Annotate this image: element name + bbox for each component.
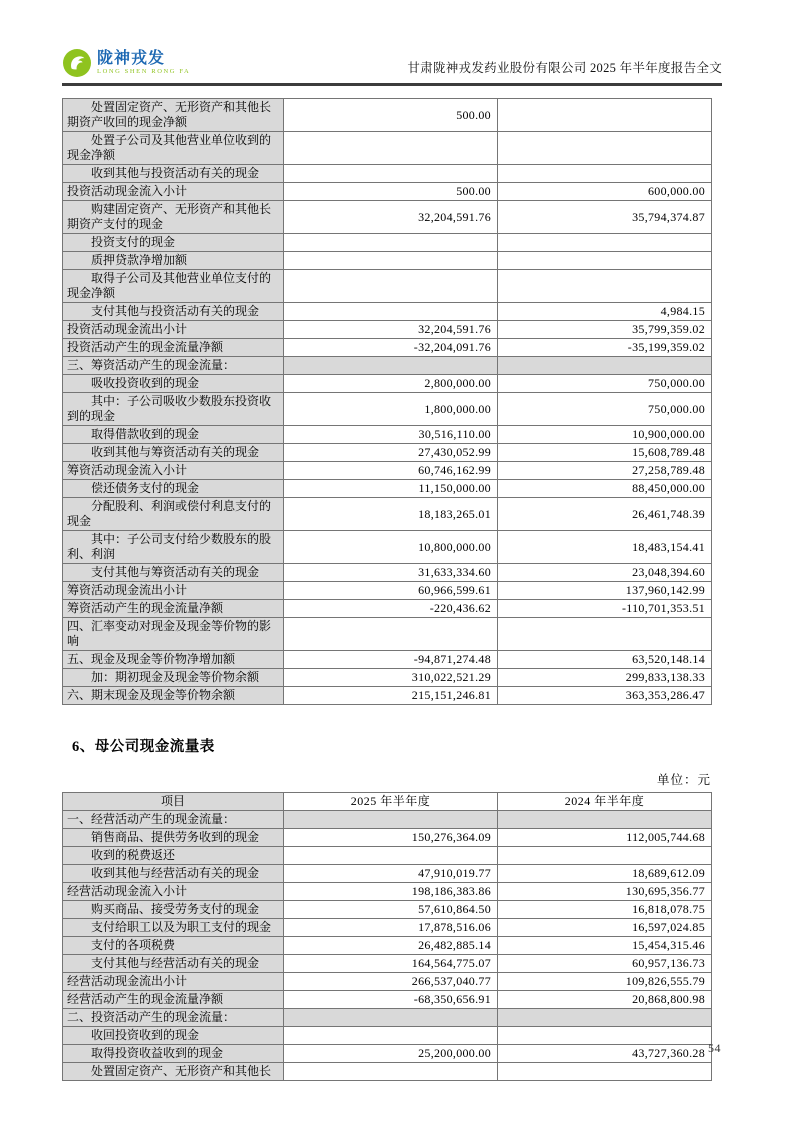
page-number: 54 xyxy=(708,1041,721,1055)
row-label: 收到其他与经营活动有关的现金 xyxy=(63,865,284,883)
row-value-2024: 112,005,744.68 xyxy=(498,829,712,847)
row-label: 六、期末现金及现金等价物余额 xyxy=(63,687,284,705)
row-value-2024: 26,461,748.39 xyxy=(498,498,712,531)
table-row xyxy=(63,270,712,303)
row-value-2025: 18,183,265.01 xyxy=(284,498,498,531)
row-value-2024: 137,960,142.99 xyxy=(498,582,712,600)
table-row xyxy=(63,865,712,883)
row-label: 投资支付的现金 xyxy=(63,234,284,252)
row-label: 投资活动产生的现金流量净额 xyxy=(63,339,284,357)
page-header xyxy=(62,48,722,86)
table-row xyxy=(63,393,712,426)
row-value-2025: 27,430,052.99 xyxy=(284,444,498,462)
table-row xyxy=(63,252,712,270)
row-label: 处置固定资产、无形资产和其他长 xyxy=(63,1063,284,1081)
row-value-2025: 310,022,521.29 xyxy=(284,669,498,687)
table-row xyxy=(63,937,712,955)
table-row xyxy=(63,201,712,234)
row-value-2025 xyxy=(284,847,498,865)
row-value-2025: 2,800,000.00 xyxy=(284,375,498,393)
col-header-2024: 2024 年半年度 xyxy=(498,793,712,811)
col-header-2025: 2025 年半年度 xyxy=(284,793,498,811)
row-value-2025: 500.00 xyxy=(284,183,498,201)
table-row xyxy=(63,991,712,1009)
parent-company-cash-flow-table xyxy=(62,792,712,1081)
row-value-2024: 35,799,359.02 xyxy=(498,321,712,339)
row-value-2025: -32,204,091.76 xyxy=(284,339,498,357)
col-header-item: 项目 xyxy=(63,793,284,811)
table-row xyxy=(63,531,712,564)
section-heading: 6、母公司现金流量表 xyxy=(72,739,215,755)
table-row xyxy=(63,651,712,669)
row-label: 支付其他与投资活动有关的现金 xyxy=(63,303,284,321)
row-value-2024: 16,818,078.75 xyxy=(498,901,712,919)
row-label: 一、经营活动产生的现金流量： xyxy=(63,811,284,829)
table-row xyxy=(63,99,712,132)
row-value-2025 xyxy=(284,357,498,375)
row-value-2025: 57,610,864.50 xyxy=(284,901,498,919)
row-value-2024 xyxy=(498,165,712,183)
table-row xyxy=(63,564,712,582)
row-value-2024 xyxy=(498,132,712,165)
row-value-2024: 363,353,286.47 xyxy=(498,687,712,705)
table-row xyxy=(63,1045,712,1063)
row-value-2025: 10,800,000.00 xyxy=(284,531,498,564)
row-value-2025 xyxy=(284,303,498,321)
row-value-2025: 60,746,162.99 xyxy=(284,462,498,480)
row-label: 分配股利、利润或偿付利息支付的现金 xyxy=(63,498,284,531)
row-value-2025: 164,564,775.07 xyxy=(284,955,498,973)
row-value-2025 xyxy=(284,234,498,252)
row-label: 加：期初现金及现金等价物余额 xyxy=(63,669,284,687)
row-value-2024: 23,048,394.60 xyxy=(498,564,712,582)
table-row xyxy=(63,618,712,651)
row-value-2025: 1,800,000.00 xyxy=(284,393,498,426)
section-row xyxy=(63,811,712,829)
row-value-2025 xyxy=(284,165,498,183)
row-value-2025: 150,276,364.09 xyxy=(284,829,498,847)
row-label: 筹资活动产生的现金流量净额 xyxy=(63,600,284,618)
table-row xyxy=(63,829,712,847)
row-label: 收到其他与筹资活动有关的现金 xyxy=(63,444,284,462)
row-label: 其中：子公司支付给少数股东的股利、利润 xyxy=(63,531,284,564)
row-value-2024: 43,727,360.28 xyxy=(498,1045,712,1063)
row-value-2025: 31,633,334.60 xyxy=(284,564,498,582)
row-label: 经营活动产生的现金流量净额 xyxy=(63,991,284,1009)
table-header-row xyxy=(63,793,712,811)
row-value-2025: 60,966,599.61 xyxy=(284,582,498,600)
row-label: 投资活动现金流出小计 xyxy=(63,321,284,339)
row-value-2025 xyxy=(284,1063,498,1081)
table-row xyxy=(63,321,712,339)
row-label: 取得子公司及其他营业单位支付的现金净额 xyxy=(63,270,284,303)
row-label: 购买商品、接受劳务支付的现金 xyxy=(63,901,284,919)
row-value-2024 xyxy=(498,618,712,651)
table-row xyxy=(63,183,712,201)
logo-icon xyxy=(62,48,92,78)
table-row xyxy=(63,901,712,919)
table-row xyxy=(63,339,712,357)
row-value-2024: -110,701,353.51 xyxy=(498,600,712,618)
cash-flow-table-continued xyxy=(62,98,712,705)
table-row xyxy=(63,303,712,321)
row-value-2024 xyxy=(498,811,712,829)
table-row xyxy=(63,973,712,991)
section-row xyxy=(63,1009,712,1027)
brand-text xyxy=(97,51,190,76)
table-row xyxy=(63,919,712,937)
row-label: 筹资活动现金流出小计 xyxy=(63,582,284,600)
row-label: 处置固定资产、无形资产和其他长期资产收回的现金净额 xyxy=(63,99,284,132)
row-value-2024: 750,000.00 xyxy=(498,393,712,426)
row-label: 支付的各项税费 xyxy=(63,937,284,955)
table-row xyxy=(63,1027,712,1045)
table-row xyxy=(63,132,712,165)
row-label: 处置子公司及其他营业单位收到的现金净额 xyxy=(63,132,284,165)
row-value-2025: 32,204,591.76 xyxy=(284,201,498,234)
row-value-2024: 750,000.00 xyxy=(498,375,712,393)
row-label: 销售商品、提供劳务收到的现金 xyxy=(63,829,284,847)
row-label: 偿还债务支付的现金 xyxy=(63,480,284,498)
row-label: 经营活动现金流入小计 xyxy=(63,883,284,901)
row-value-2024: 16,597,024.85 xyxy=(498,919,712,937)
row-value-2024: 20,868,800.98 xyxy=(498,991,712,1009)
row-label: 其中：子公司吸收少数股东投资收到的现金 xyxy=(63,393,284,426)
table-row xyxy=(63,426,712,444)
row-value-2025 xyxy=(284,1009,498,1027)
company-logo xyxy=(62,48,190,78)
row-value-2024: 27,258,789.48 xyxy=(498,462,712,480)
row-label: 取得借款收到的现金 xyxy=(63,426,284,444)
table-row xyxy=(63,883,712,901)
row-value-2024 xyxy=(498,270,712,303)
table-row xyxy=(63,444,712,462)
row-label: 经营活动现金流出小计 xyxy=(63,973,284,991)
row-value-2025 xyxy=(284,618,498,651)
row-label: 吸收投资收到的现金 xyxy=(63,375,284,393)
row-value-2024: 109,826,555.79 xyxy=(498,973,712,991)
table-row xyxy=(63,234,712,252)
unit-label: 单位：元 xyxy=(656,773,711,787)
row-value-2024: 600,000.00 xyxy=(498,183,712,201)
row-value-2024: 15,608,789.48 xyxy=(498,444,712,462)
row-label: 收到的税费返还 xyxy=(63,847,284,865)
row-label: 二、投资活动产生的现金流量： xyxy=(63,1009,284,1027)
brand-name-cn: 陇神戎发 xyxy=(97,49,166,67)
row-label: 收到其他与投资活动有关的现金 xyxy=(63,165,284,183)
row-value-2025: 32,204,591.76 xyxy=(284,321,498,339)
row-value-2024 xyxy=(498,357,712,375)
row-value-2024: 15,454,315.46 xyxy=(498,937,712,955)
row-value-2024: 4,984.15 xyxy=(498,303,712,321)
table-row xyxy=(63,498,712,531)
row-value-2024 xyxy=(498,252,712,270)
table-row xyxy=(63,669,712,687)
table-row xyxy=(63,582,712,600)
row-label: 质押贷款净增加额 xyxy=(63,252,284,270)
row-value-2025: 215,151,246.81 xyxy=(284,687,498,705)
row-label: 支付给职工以及为职工支付的现金 xyxy=(63,919,284,937)
table-row xyxy=(63,165,712,183)
row-value-2024: 130,695,356.77 xyxy=(498,883,712,901)
row-value-2024: 18,483,154.41 xyxy=(498,531,712,564)
row-value-2025: -94,871,274.48 xyxy=(284,651,498,669)
row-value-2024 xyxy=(498,1027,712,1045)
row-label: 筹资活动现金流入小计 xyxy=(63,462,284,480)
row-value-2025: 25,200,000.00 xyxy=(284,1045,498,1063)
row-value-2025: 198,186,383.86 xyxy=(284,883,498,901)
row-value-2025: -68,350,656.91 xyxy=(284,991,498,1009)
table-row xyxy=(63,847,712,865)
row-value-2025: 500.00 xyxy=(284,99,498,132)
row-value-2024: 10,900,000.00 xyxy=(498,426,712,444)
row-label: 取得投资收益收到的现金 xyxy=(63,1045,284,1063)
row-value-2025: 26,482,885.14 xyxy=(284,937,498,955)
section-row xyxy=(63,357,712,375)
row-value-2025 xyxy=(284,252,498,270)
table-row xyxy=(63,687,712,705)
row-value-2025: 11,150,000.00 xyxy=(284,480,498,498)
row-value-2025 xyxy=(284,1027,498,1045)
table-row xyxy=(63,375,712,393)
row-value-2024 xyxy=(498,1063,712,1081)
table-row xyxy=(63,600,712,618)
row-value-2024: 88,450,000.00 xyxy=(498,480,712,498)
row-value-2025: 17,878,516.06 xyxy=(284,919,498,937)
brand-name-en: LONG SHEN RONG FA xyxy=(97,67,191,75)
row-value-2025: -220,436.62 xyxy=(284,600,498,618)
row-value-2025: 266,537,040.77 xyxy=(284,973,498,991)
row-value-2024 xyxy=(498,1009,712,1027)
row-label: 四、汇率变动对现金及现金等价物的影响 xyxy=(63,618,284,651)
row-value-2024: 18,689,612.09 xyxy=(498,865,712,883)
row-value-2025 xyxy=(284,811,498,829)
row-value-2024: -35,199,359.02 xyxy=(498,339,712,357)
row-label: 购建固定资产、无形资产和其他长期资产支付的现金 xyxy=(63,201,284,234)
row-value-2025: 47,910,019.77 xyxy=(284,865,498,883)
row-label: 支付其他与筹资活动有关的现金 xyxy=(63,564,284,582)
row-value-2024 xyxy=(498,99,712,132)
row-label: 支付其他与经营活动有关的现金 xyxy=(63,955,284,973)
row-value-2024: 299,833,138.33 xyxy=(498,669,712,687)
row-value-2025: 30,516,110.00 xyxy=(284,426,498,444)
row-label: 投资活动现金流入小计 xyxy=(63,183,284,201)
row-label: 五、现金及现金等价物净增加额 xyxy=(63,651,284,669)
table-row xyxy=(63,462,712,480)
table-row xyxy=(63,1063,712,1081)
report-title: 甘肃陇神戎发药业股份有限公司 2025 年半年度报告全文 xyxy=(407,61,722,75)
row-label: 三、筹资活动产生的现金流量： xyxy=(63,357,284,375)
row-label: 收回投资收到的现金 xyxy=(63,1027,284,1045)
table-row xyxy=(63,955,712,973)
row-value-2025 xyxy=(284,270,498,303)
row-value-2024 xyxy=(498,847,712,865)
table-row xyxy=(63,480,712,498)
row-value-2024 xyxy=(498,234,712,252)
row-value-2024: 63,520,148.14 xyxy=(498,651,712,669)
row-value-2025 xyxy=(284,132,498,165)
row-value-2024: 35,794,374.87 xyxy=(498,201,712,234)
row-value-2024: 60,957,136.73 xyxy=(498,955,712,973)
